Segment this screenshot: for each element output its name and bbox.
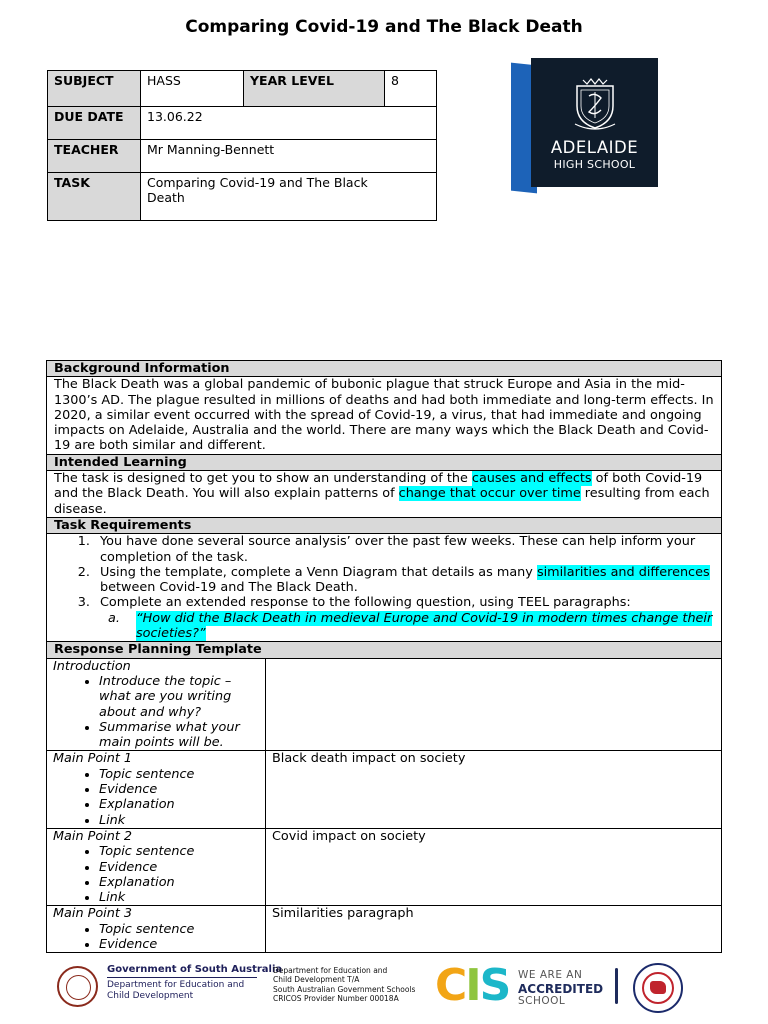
main-point-1-cell bbox=[47, 751, 266, 828]
intended-learning-heading: Intended Learning bbox=[47, 454, 722, 470]
requirement-2 bbox=[94, 565, 721, 596]
requirements-list bbox=[47, 534, 721, 641]
gov-divider bbox=[107, 977, 257, 978]
subject-value: HASS bbox=[141, 71, 244, 107]
main-point-3-title: Main Point 3 bbox=[53, 906, 133, 922]
mp3-bullet-topic: • Topic sentence bbox=[99, 922, 259, 937]
highlight-change-over-time: change that occur over time bbox=[398, 486, 581, 502]
intro-response-cell[interactable] bbox=[266, 658, 722, 751]
main-point-3-response[interactable]: Similarities paragraph bbox=[266, 906, 722, 953]
main-point-3-bullets bbox=[53, 922, 259, 953]
cis-c: C bbox=[435, 960, 466, 1011]
intended-text-2: of both Covid-19 and the Black Death. You will also explain patterns of bbox=[54, 471, 703, 502]
cis-text-3: SCHOOL bbox=[518, 995, 566, 1007]
background-text: The Black Death was a global pandemic of bubonic plague that struck Europe and Asia in the mid-1300’s AD. The plague resulted in millions of deaths and had both immediate and long-term effects. In 2020, a similar event occurred with the spread of Covid-19, a virus, that had immediate and ongoing impacts on Adelaide, Australia and the world. There are many ways which the Black Death and Covid-19 are both similar and different. bbox=[47, 377, 722, 454]
mp3-bullet-evidence: • Evidence bbox=[99, 937, 259, 952]
main-point-1-bullets bbox=[53, 767, 259, 828]
year-level-label: YEAR LEVEL bbox=[244, 71, 385, 107]
requirement-3 bbox=[94, 595, 721, 641]
intro-title: Introduction bbox=[53, 658, 131, 674]
requirement-2-text-a: Using the template, complete a Venn Diagram that details as many bbox=[100, 564, 537, 580]
mp2-bullet-evidence: • Evidence bbox=[99, 860, 259, 875]
dept-line3: South Australian Government Schools bbox=[273, 984, 416, 994]
cis-wordmark bbox=[435, 960, 509, 1011]
main-point-2-cell bbox=[47, 828, 266, 905]
due-date-label: DUE DATE bbox=[48, 107, 141, 140]
highlight-causes-effects: causes and effects bbox=[471, 471, 592, 487]
highlight-question: “How did the Black Death in medieval Europe and Covid-19 in modern times change their societies?” bbox=[136, 610, 713, 642]
mp1-bullet-evidence: • Evidence bbox=[99, 782, 259, 797]
logo-line2: HIGH SCHOOL bbox=[553, 158, 636, 171]
teacher-label: TEACHER bbox=[48, 140, 141, 173]
mp1-bullet-link: • Link bbox=[99, 813, 259, 828]
gov-dept-line1: Department for Education and bbox=[107, 980, 245, 990]
logo-line1: ADELAIDE bbox=[550, 138, 639, 157]
logo-panel bbox=[531, 58, 658, 187]
main-point-3-cell bbox=[47, 906, 266, 953]
task-table bbox=[46, 360, 722, 953]
dept-line2: Child Development T/A bbox=[273, 975, 360, 985]
mp1-bullet-topic: • Topic sentence bbox=[99, 767, 259, 782]
gov-sa-name: Government of South Australia bbox=[107, 964, 283, 975]
subject-label: SUBJECT bbox=[48, 71, 141, 107]
year-level-value: 8 bbox=[385, 71, 437, 107]
intro-cell bbox=[47, 658, 266, 751]
intro-bullet-2: • Summarise what your main points will be. bbox=[99, 720, 259, 751]
accredited-school-badge-icon bbox=[633, 963, 683, 1013]
task-requirements-list-cell bbox=[47, 534, 722, 642]
mp1-bullet-explanation: • Explanation bbox=[99, 797, 259, 812]
intended-text-3: resulting from each disease. bbox=[54, 486, 710, 517]
main-point-2-title: Main Point 2 bbox=[53, 828, 133, 844]
teacher-value: Mr Manning-Bennett bbox=[141, 140, 437, 173]
cis-s: S bbox=[479, 960, 510, 1011]
intended-text-1: The task is designed to get you to show an understanding of the bbox=[54, 471, 472, 487]
intro-bullets bbox=[53, 674, 259, 750]
question-item bbox=[124, 611, 721, 642]
requirement-3-text: Complete an extended response to the following question, using TEEL paragraphs: bbox=[100, 595, 631, 611]
cis-text-1: WE ARE AN bbox=[518, 969, 583, 981]
main-point-2-bullets bbox=[53, 844, 259, 905]
due-date-value: 13.06.22 bbox=[141, 107, 437, 140]
school-logo bbox=[511, 58, 658, 193]
mp2-bullet-link: • Link bbox=[99, 890, 259, 905]
highlight-similarities-differences: similarities and differences bbox=[536, 564, 710, 580]
footer bbox=[0, 958, 768, 1018]
info-table bbox=[47, 70, 437, 221]
gov-dept-line2: Child Development bbox=[107, 991, 194, 1001]
main-point-1-title: Main Point 1 bbox=[53, 751, 133, 767]
dept-line4: CRICOS Provider Number 00018A bbox=[273, 994, 399, 1004]
intro-bullet-1: • Introduce the topic – what are you writing about and why? bbox=[99, 674, 259, 720]
cis-accredited-logo bbox=[435, 960, 620, 1011]
main-point-1-response[interactable]: Black death impact on society bbox=[266, 751, 722, 828]
sa-government-seal-icon bbox=[57, 966, 98, 1007]
background-heading: Background Information bbox=[47, 361, 722, 377]
cis-text-2: ACCREDITED bbox=[518, 982, 604, 996]
crest-icon bbox=[573, 76, 617, 130]
cis-i: I bbox=[465, 960, 480, 1011]
page-title: Comparing Covid-19 and The Black Death bbox=[185, 17, 583, 37]
mp2-bullet-explanation: • Explanation bbox=[99, 875, 259, 890]
dept-line1: Department for Education and bbox=[273, 966, 388, 975]
mp2-bullet-topic: • Topic sentence bbox=[99, 844, 259, 859]
task-requirements-heading: Task Requirements bbox=[47, 517, 722, 533]
requirement-2-text-b: between Covid-19 and The Black Death. bbox=[100, 580, 358, 596]
requirement-1: 1. You have done several source analysis’ over the past few weeks. These can help inform your completion of the task. bbox=[94, 534, 721, 565]
response-template-heading: Response Planning Template bbox=[47, 642, 722, 658]
intended-learning-text bbox=[47, 471, 722, 518]
main-point-2-response[interactable]: Covid impact on society bbox=[266, 828, 722, 905]
cis-bracket bbox=[615, 968, 618, 1004]
dept-info bbox=[273, 966, 415, 1004]
question-list bbox=[100, 611, 721, 642]
task-label: TASK bbox=[48, 173, 141, 221]
gov-dept bbox=[107, 980, 244, 1002]
task-value: Comparing Covid-19 and The Black Death bbox=[141, 173, 437, 221]
